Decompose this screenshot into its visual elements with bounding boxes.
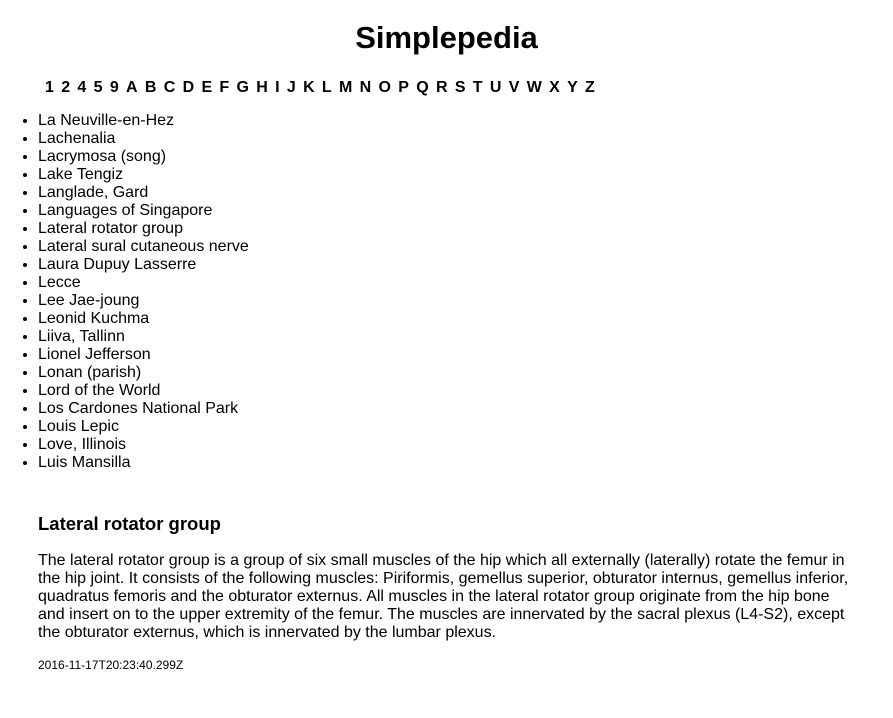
article-link[interactable]: Liiva, Tallinn [38,328,125,345]
article-link[interactable]: Lake Tengiz [38,166,124,183]
nav-letter-a[interactable]: A [126,79,138,96]
article-body: The lateral rotator group is a group of six small muscles of the hip which all externally (laterally) rotate the femur in the hip joint. It consists of the following muscles: Piriformis, gemellus superior, obturator internus, gemellus inferior, quadratus femoris and the obturator externus. All muscles in the lateral rotator group originate from the hip bone and insert on to the upper extremity of the femur. The muscles are innervated by the sacral plexus (L4-S2), except the obturator externus, which is innervated by the lumbar plexus. [38,552,849,641]
article-link[interactable]: Lateral rotator group [38,220,183,237]
list-item [38,112,249,130]
nav-letter-9[interactable]: 9 [109,79,119,96]
list-item [38,436,249,454]
list-item [38,166,249,184]
list-item [38,364,249,382]
nav-letter-b[interactable]: B [144,79,157,96]
article-link[interactable]: Lachenalia [38,130,116,147]
nav-letter-i[interactable]: I [275,79,280,96]
nav-letter-f[interactable]: F [219,79,230,96]
nav-letter-j[interactable]: J [286,79,296,96]
alphabet-nav [45,78,602,98]
nav-letter-v[interactable]: V [508,79,520,96]
nav-letter-n[interactable]: N [359,79,372,96]
nav-letter-l[interactable]: L [321,79,332,96]
article-list [0,112,249,472]
list-item [38,382,249,400]
list-item [38,220,249,238]
nav-letter-o[interactable]: O [378,79,391,96]
article-title: Lateral rotator group [38,513,221,534]
nav-letter-k[interactable]: K [303,79,315,96]
nav-letter-q[interactable]: Q [416,79,429,96]
nav-letter-t[interactable]: T [472,79,483,96]
list-item [38,202,249,220]
article-link[interactable]: Lionel Jefferson [38,346,151,363]
list-item [38,400,249,418]
nav-letter-u[interactable]: U [489,79,502,96]
article-link[interactable]: Langlade, Gard [38,184,149,201]
nav-letter-2[interactable]: 2 [61,79,71,96]
nav-letter-x[interactable]: X [549,79,560,96]
list-item [38,418,249,436]
nav-letter-c[interactable]: C [163,79,176,96]
nav-letter-h[interactable]: H [256,79,268,96]
nav-letter-4[interactable]: 4 [77,79,87,96]
article-link[interactable]: Laura Dupuy Lasserre [38,256,197,273]
nav-letter-p[interactable]: P [398,79,409,96]
page-title: Simplepedia [355,20,538,55]
list-item [38,130,249,148]
article-link[interactable]: Luis Mansilla [38,454,131,471]
article-link[interactable]: Lee Jae-joung [38,292,140,309]
list-item [38,310,249,328]
article-link[interactable]: Lonan (parish) [38,364,142,381]
nav-letter-r[interactable]: R [435,79,448,96]
article-link[interactable]: Lecce [38,274,81,291]
article-link[interactable]: Lacrymosa (song) [38,148,167,165]
list-item [38,292,249,310]
nav-letter-d[interactable]: D [182,79,195,96]
article-timestamp: 2016-11-17T20:23:40.299Z [38,658,184,672]
nav-letter-y[interactable]: Y [567,79,578,96]
nav-letter-w[interactable]: W [526,79,542,96]
nav-letter-s[interactable]: S [454,79,466,96]
article-link[interactable]: Louis Lepic [38,418,119,435]
nav-letter-z[interactable]: Z [585,79,595,96]
article-link[interactable]: Love, Illinois [38,436,127,453]
list-item [38,346,249,364]
nav-letter-g[interactable]: G [236,79,249,96]
list-item [38,238,249,256]
list-item [38,256,249,274]
article-link[interactable]: La Neuville-en-Hez [38,112,175,129]
list-item [38,328,249,346]
list-item [38,148,249,166]
article-link[interactable]: Lord of the World [38,382,161,399]
article-link[interactable]: Lateral sural cutaneous nerve [38,238,249,255]
list-item [38,274,249,292]
nav-letter-m[interactable]: M [339,79,353,96]
nav-letter-1[interactable]: 1 [45,79,54,96]
list-item [38,454,249,472]
article-link[interactable]: Los Cardones National Park [38,400,239,417]
list-item [38,184,249,202]
article-link[interactable]: Leonid Kuchma [38,310,150,327]
nav-letter-5[interactable]: 5 [93,79,103,96]
nav-letter-e[interactable]: E [201,79,213,96]
article-link[interactable]: Languages of Singapore [38,202,213,219]
